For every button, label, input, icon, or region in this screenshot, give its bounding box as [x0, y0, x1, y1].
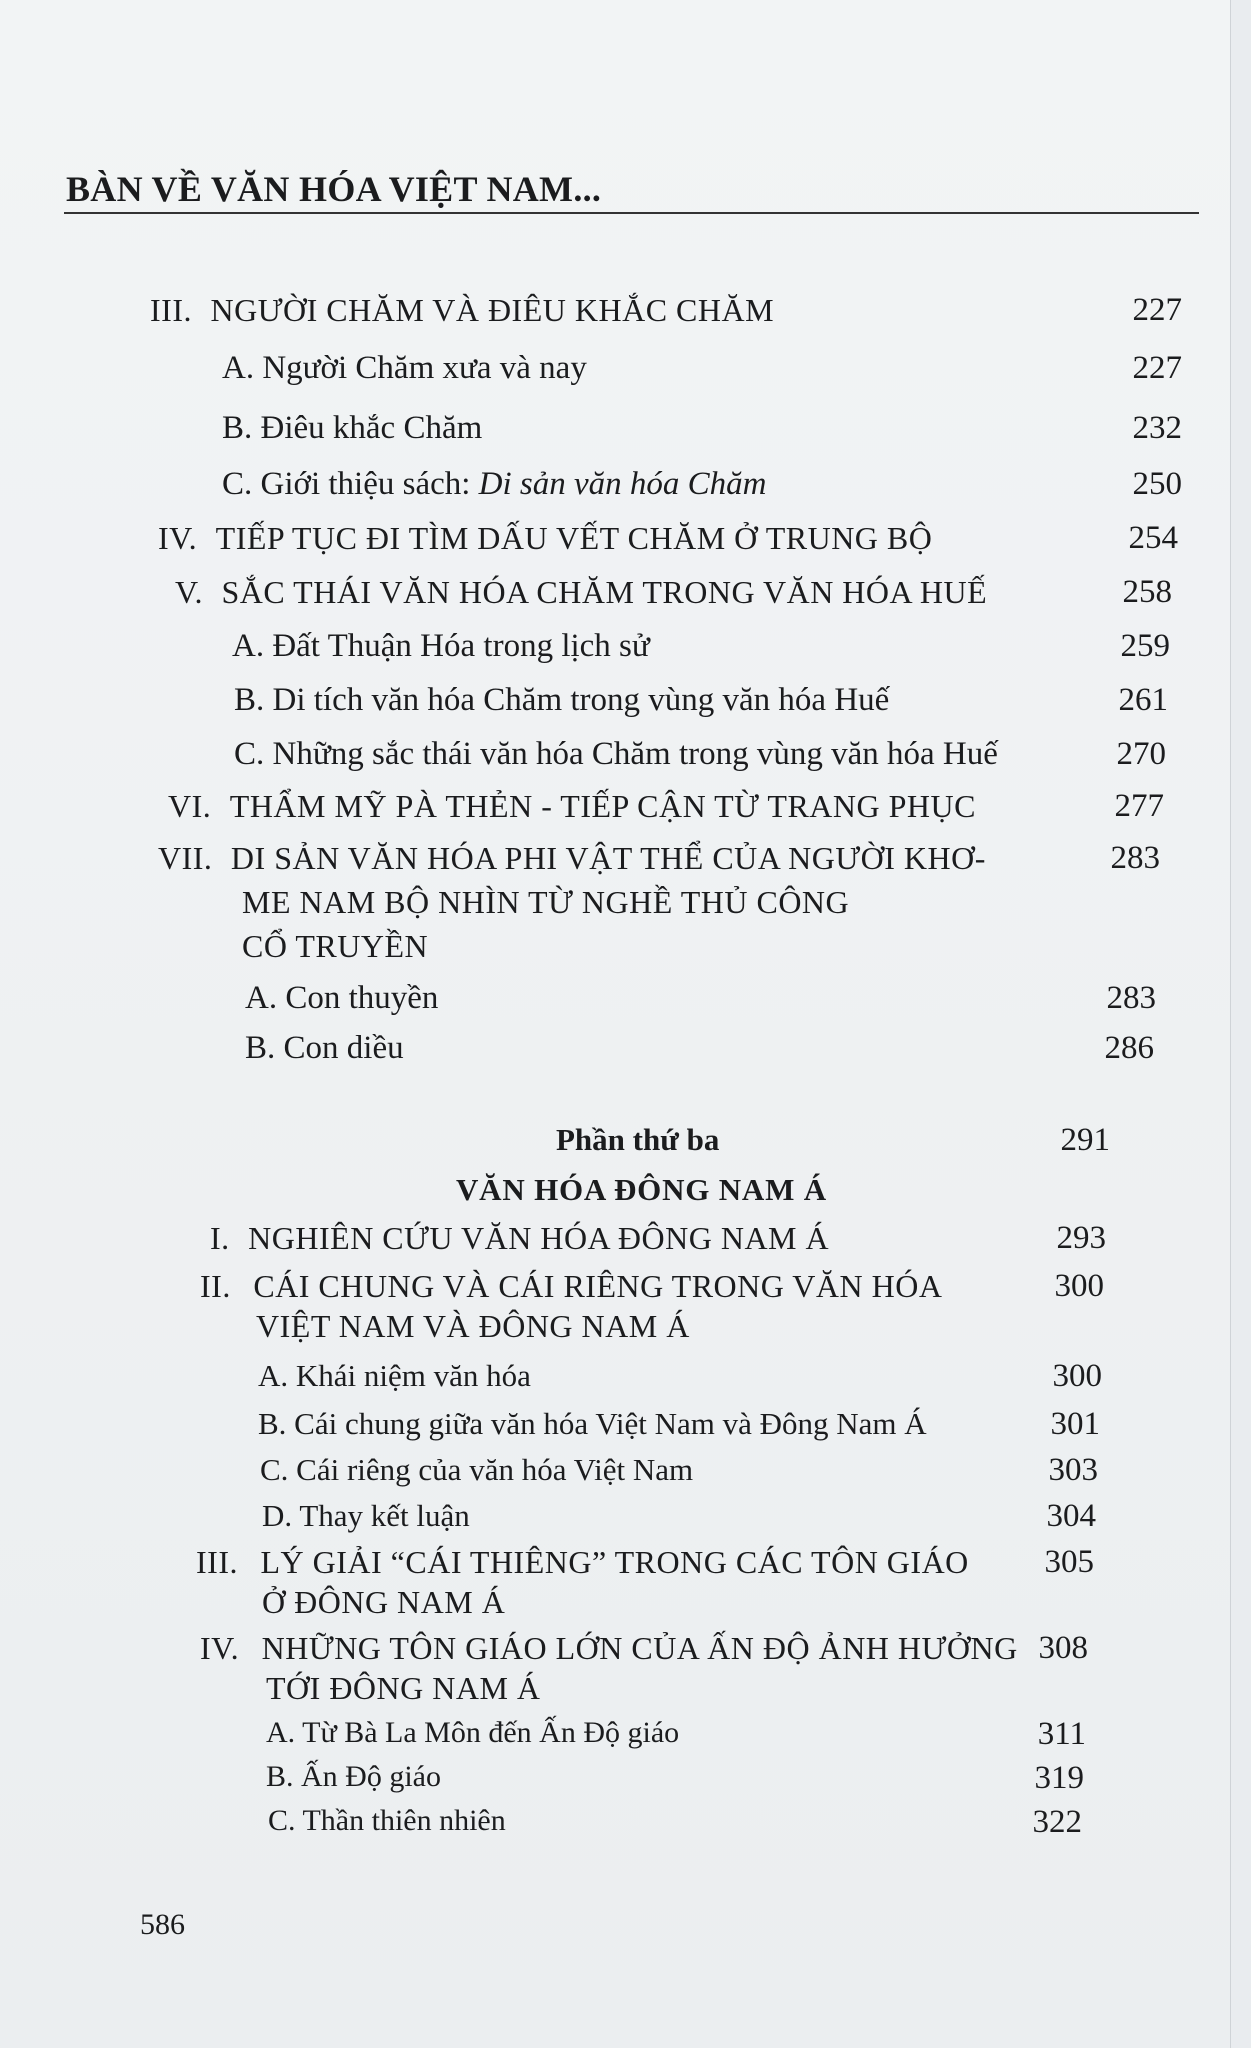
page-number-part3: 291	[1060, 1122, 1110, 1158]
page-number-p3-ii-c: 303	[1048, 1452, 1098, 1488]
entry-number: III.	[150, 292, 192, 328]
page-number-v-a: 259	[1120, 628, 1170, 664]
toc-entry-v-a: A. Đất Thuận Hóa trong lịch sử	[232, 628, 650, 664]
running-header: BÀN VỀ VĂN HÓA VIỆT NAM...	[66, 169, 602, 209]
toc-entry-vii-line3: CỔ TRUYỀN	[242, 928, 429, 964]
toc-entry-p3-iv-line2: TỚI ĐÔNG NAM Á	[266, 1670, 541, 1706]
header-rule	[64, 212, 1199, 214]
entry-title-line1: CÁI CHUNG VÀ CÁI RIÊNG TRONG VĂN HÓA	[253, 1268, 943, 1304]
page-number-p3-ii-b: 301	[1050, 1406, 1100, 1442]
entry-title-line1: LÝ GIẢI “CÁI THIÊNG” TRONG CÁC TÔN GIÁO	[260, 1544, 969, 1580]
entry-number: III.	[196, 1544, 238, 1580]
entry-number: VI.	[168, 788, 212, 824]
toc-entry-p3-i	[210, 1220, 829, 1257]
toc-entry-p3-ii-c: C. Cái riêng của văn hóa Việt Nam	[260, 1452, 694, 1487]
entry-number: IV.	[200, 1630, 240, 1666]
page-number-iii: 227	[1132, 292, 1182, 328]
page-number-vii-a: 283	[1106, 980, 1156, 1016]
toc-entry-p3-iv-c: C. Thần thiên nhiên	[268, 1804, 506, 1837]
entry-text: C. Giới thiệu sách:	[222, 466, 479, 502]
entry-title: THẨM MỸ PÀ THẺN - TIẾP CẬN TỪ TRANG PHỤC	[229, 788, 976, 824]
page-number-v: 258	[1122, 574, 1172, 610]
entry-title: NGƯỜI CHĂM VÀ ĐIÊU KHẮC CHĂM	[210, 292, 775, 328]
toc-entry-iii-c	[222, 466, 767, 503]
page-number-vi: 277	[1114, 788, 1164, 824]
entry-title: SẮC THÁI VĂN HÓA CHĂM TRONG VĂN HÓA HUẾ	[221, 574, 988, 610]
toc-entry-vii-b: B. Con diều	[245, 1030, 404, 1066]
toc-entry-v-b: B. Di tích văn hóa Chăm trong vùng văn hóa Huế	[234, 682, 890, 718]
entry-number: VII.	[158, 840, 213, 876]
page-number-iii-c: 250	[1132, 466, 1182, 502]
folio-page-number: 586	[140, 1908, 185, 1941]
book-title: Di sản văn hóa Chăm	[478, 466, 767, 502]
part-label: Phần thứ ba	[556, 1122, 720, 1157]
toc-entry-v	[175, 574, 987, 611]
entry-title: NGHIÊN CỨU VĂN HÓA ĐÔNG NAM Á	[248, 1220, 830, 1256]
toc-entry-p3-ii	[200, 1268, 942, 1305]
toc-entry-p3-iv	[200, 1630, 1018, 1667]
page-number-v-c: 270	[1116, 736, 1166, 772]
page-number-iv: 254	[1128, 520, 1178, 556]
page-number-p3-iii: 305	[1044, 1544, 1094, 1580]
toc-entry-p3-iii	[196, 1544, 969, 1581]
toc-entry-p3-ii-line2: VIỆT NAM VÀ ĐÔNG NAM Á	[256, 1308, 690, 1344]
page-number-p3-ii-d: 304	[1046, 1498, 1096, 1534]
toc-entry-p3-iv-b: B. Ấn Độ giáo	[266, 1760, 441, 1793]
page-number-iii-b: 232	[1132, 410, 1182, 446]
page-number-vii: 283	[1110, 840, 1160, 876]
toc-entry-p3-ii-b: B. Cái chung giữa văn hóa Việt Nam và Đông Nam Á	[258, 1406, 927, 1441]
toc-entry-vii-line2: ME NAM BỘ NHÌN TỪ NGHỀ THỦ CÔNG	[242, 884, 850, 920]
toc-entry-iv	[158, 520, 932, 557]
part-title: VĂN HÓA ĐÔNG NAM Á	[456, 1172, 827, 1207]
page-number-v-b: 261	[1118, 682, 1168, 718]
entry-number: IV.	[158, 520, 198, 556]
entry-number: II.	[200, 1268, 231, 1304]
toc-entry-vii	[158, 840, 986, 877]
toc-entry-p3-iii-line2: Ở ĐÔNG NAM Á	[262, 1584, 506, 1620]
page-number-p3-iv: 308	[1038, 1630, 1088, 1666]
entry-number: V.	[175, 574, 203, 610]
page-number-p3-iv-c: 322	[1032, 1804, 1082, 1840]
toc-entry-p3-iv-a: A. Từ Bà La Môn đến Ấn Độ giáo	[266, 1716, 680, 1749]
page-number-p3-ii: 300	[1054, 1268, 1104, 1304]
page-number-p3-ii-a: 300	[1052, 1358, 1102, 1394]
page-number-vii-b: 286	[1104, 1030, 1154, 1066]
entry-title-line1: DI SẢN VĂN HÓA PHI VẬT THỂ CỦA NGƯỜI KHƠ-	[230, 840, 986, 876]
page-number-p3-iv-a: 311	[1037, 1716, 1086, 1752]
toc-entry-iii	[150, 292, 774, 329]
page-number-p3-iv-b: 319	[1034, 1760, 1084, 1796]
toc-entry-iii-b: B. Điêu khắc Chăm	[222, 410, 483, 446]
toc-entry-v-c: C. Những sắc thái văn hóa Chăm trong vùng văn hóa Huế	[234, 736, 998, 772]
toc-entry-vii-a: A. Con thuyền	[245, 980, 439, 1016]
page-number-p3-i: 293	[1056, 1220, 1106, 1256]
entry-title: TIẾP TỤC ĐI TÌM DẤU VẾT CHĂM Ở TRUNG BỘ	[215, 520, 933, 556]
toc-entry-p3-ii-d: D. Thay kết luận	[262, 1498, 470, 1533]
entry-number: I.	[210, 1220, 230, 1256]
toc-entry-vi	[168, 788, 976, 825]
page-number-iii-a: 227	[1132, 350, 1182, 386]
entry-title-line1: NHỮNG TÔN GIÁO LỚN CỦA ẤN ĐỘ ẢNH HƯỞNG	[261, 1630, 1018, 1666]
toc-entry-iii-a: A. Người Chăm xưa và nay	[222, 350, 587, 386]
toc-entry-p3-ii-a: A. Khái niệm văn hóa	[258, 1358, 531, 1393]
